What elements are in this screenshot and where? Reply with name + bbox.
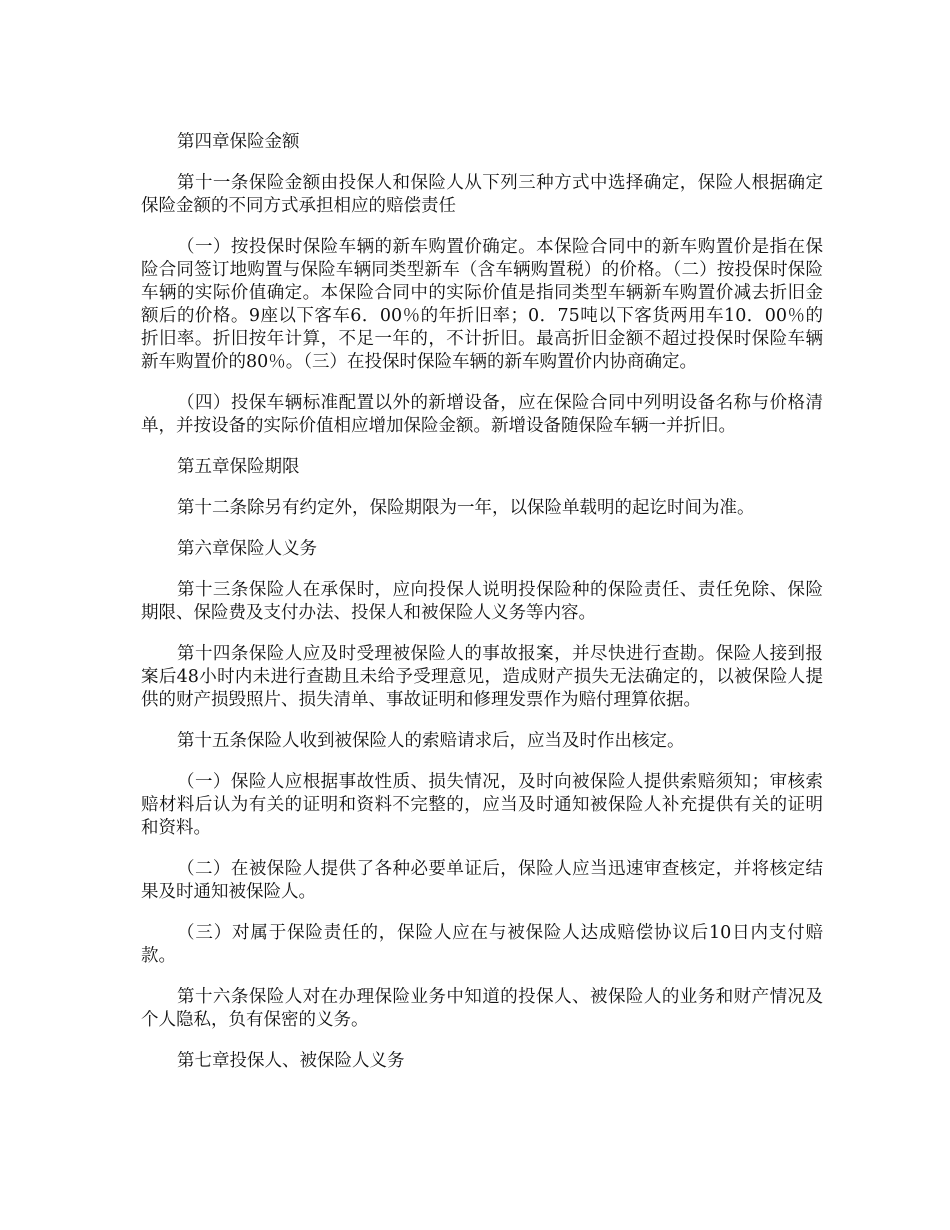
- article-11-paragraph: 第十一条保险金额由投保人和保险人从下列三种方式中选择确定，保险人根据确定保险金额的不同方式承担相应的赔偿责任: [141, 173, 823, 216]
- article-16-paragraph: 第十六条保险人对在办理保险业务中知道的投保人、被保险人的业务和财产情况及个人隐私，负有保密的义务。: [141, 987, 823, 1030]
- chapter-4-heading: 第四章保险金额: [177, 132, 300, 152]
- chapter-7-heading: 第七章投保人、被保险人义务: [177, 1051, 405, 1071]
- article-15-item-1-paragraph: （一）保险人应根据事故性质、损失情况，及时向被保险人提供索赔须知；审核索赔材料后认为有关的证明和资料不完整的，应当及时通知被保险人补充提供有关的证明和资料。: [141, 772, 823, 838]
- article-15-item-2-paragraph: （二）在被保险人提供了各种必要单证后，保险人应当迅速审查核定，并将核定结果及时通知被保险人。: [141, 859, 823, 902]
- article-13-paragraph: 第十三条保险人在承保时，应向投保人说明投保险种的保险责任、责任免除、保险期限、保险费及支付办法、投保人和被保险人义务等内容。: [141, 580, 823, 623]
- article-11-items-1-3-paragraph: （一）按投保时保险车辆的新车购置价确定。本保险合同中的新车购置价是指在保险合同签订地购置与保险车辆同类型新车（含车辆购置税）的价格。（二）按投保时保险车辆的实际价值确定。本保险合同中的实际价值是指同类型车辆新车购置价减去折旧金额后的价格。9座以下客车6．00％的年折旧率；0．75吨以下客货两用车10．00％的折旧率。折旧按年计算，不足一年的，不计折旧。最高折旧金额不超过投保时保险车辆新车购置价的80％。（三）在投保时保险车辆的新车购置价内协商确定。: [141, 237, 823, 372]
- chapter-6-heading: 第六章保险人义务: [177, 539, 317, 559]
- article-15-item-3-paragraph: （三）对属于保险责任的，保险人应在与被保险人达成赔偿协议后10日内支付赔款。: [141, 923, 823, 966]
- article-12-paragraph: 第十二条除另有约定外，保险期限为一年，以保险单载明的起讫时间为准。: [177, 498, 755, 518]
- article-15-paragraph: 第十五条保险人收到被保险人的索赔请求后，应当及时作出核定。: [177, 731, 685, 751]
- chapter-5-heading: 第五章保险期限: [177, 457, 300, 477]
- article-14-paragraph: 第十四条保险人应及时受理被保险人的事故报案，并尽快进行查勘。保险人接到报案后48小时内未进行查勘且未给予受理意见，造成财产损失无法确定的，以被保险人提供的财产损毁照片、损失清单、事故证明和修理发票作为赔付理算依据。: [141, 644, 823, 710]
- document-body: [141, 131, 823, 1091]
- article-11-item-4-paragraph: （四）投保车辆标准配置以外的新增设备，应在保险合同中列明设备名称与价格清单，并按设备的实际价值相应增加保险金额。新增设备随保险车辆一并折旧。: [141, 393, 823, 436]
